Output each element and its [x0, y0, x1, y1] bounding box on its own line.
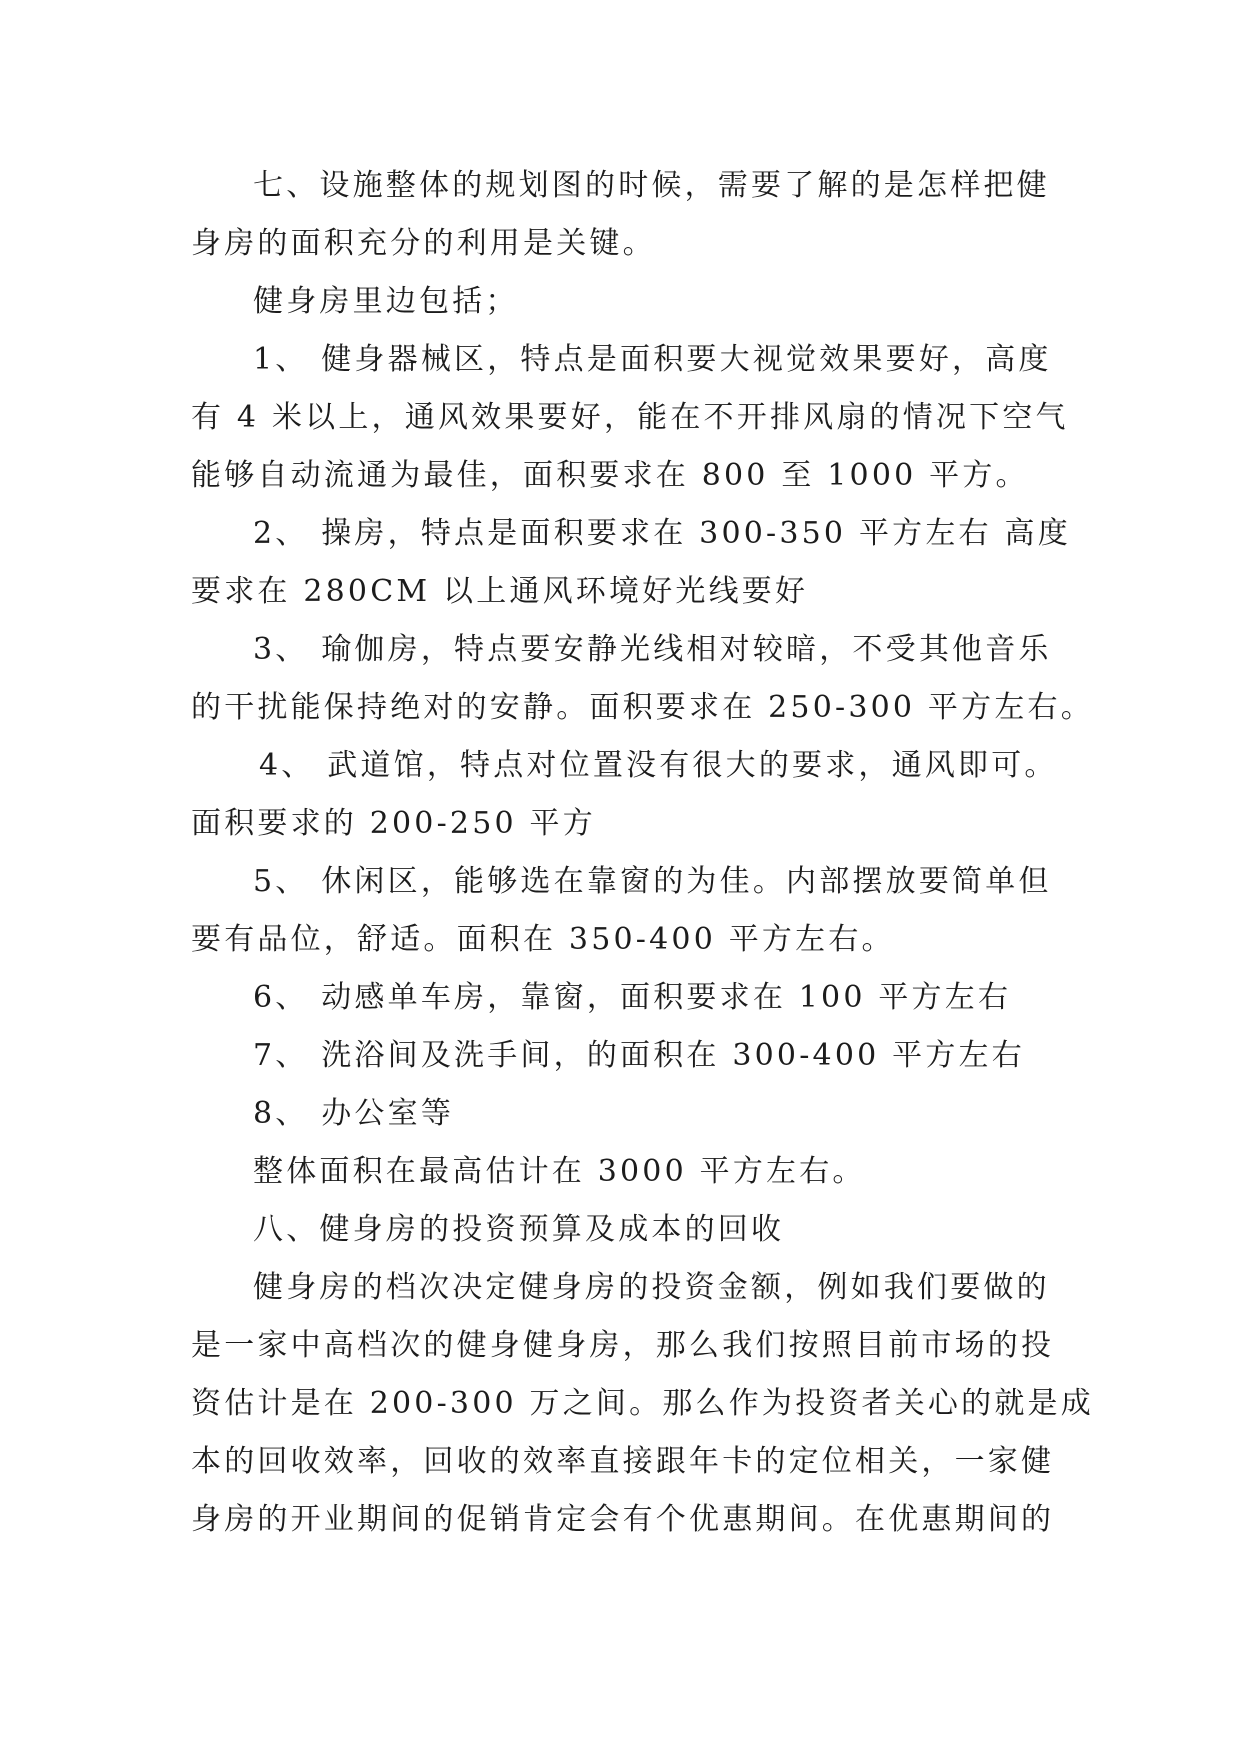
paragraph-line: 资估计是在 200-300 万之间。那么作为投资者关心的就是成: [191, 1386, 1094, 1421]
list-item-line: 面积要求的 200-250 平方: [191, 806, 596, 841]
paragraph-line: 整体面积在最高估计在 3000 平方左右。: [253, 1154, 866, 1189]
list-item-line: 5、 休闲区，能够选在靠窗的为佳。内部摆放要简单但: [253, 864, 1052, 899]
paragraph-line: 健身房里边包括；: [253, 284, 519, 319]
list-item-line: 要求在 280CM 以上通风环境好光线要好: [191, 574, 809, 609]
list-item-line: 有 4 米以上，通风效果要好，能在不开排风扇的情况下空气: [191, 400, 1069, 435]
list-item-line: 8、 办公室等: [253, 1096, 455, 1131]
list-item-line: 3、 瑜伽房，特点要安静光线相对较暗，不受其他音乐: [253, 632, 1052, 667]
list-item-line: 能够自动流通为最佳，面积要求在 800 至 1000 平方。: [191, 458, 1029, 493]
paragraph-line: 本的回收效率，回收的效率直接跟年卡的定位相关，一家健: [191, 1444, 1055, 1479]
paragraph-line: 身房的开业期间的促销肯定会有个优惠期间。在优惠期间的: [191, 1502, 1055, 1537]
list-item-line: 4、 武道馆，特点对位置没有很大的要求，通风即可。: [259, 748, 1058, 783]
list-item-line: 的干扰能保持绝对的安静。面积要求在 250-300 平方左右。: [191, 690, 1094, 725]
section-heading: 八、健身房的投资预算及成本的回收: [253, 1212, 785, 1247]
paragraph-line: 七、设施整体的规划图的时候，需要了解的是怎样把健: [253, 168, 1050, 203]
list-item-line: 2、 操房，特点是面积要求在 300-350 平方左右 高度: [253, 516, 1071, 551]
paragraph-line: 身房的面积充分的利用是关键。: [191, 226, 656, 261]
paragraph-line: 健身房的档次决定健身房的投资金额，例如我们要做的: [253, 1270, 1050, 1305]
list-item-line: 7、 洗浴间及洗手间，的面积在 300-400 平方左右: [253, 1038, 1025, 1073]
list-item-line: 1、 健身器械区，特点是面积要大视觉效果要好，高度: [253, 342, 1052, 377]
paragraph-line: 是一家中高档次的健身健身房，那么我们按照目前市场的投: [191, 1328, 1055, 1363]
list-item-line: 6、 动感单车房，靠窗，面积要求在 100 平方左右: [253, 980, 1012, 1015]
list-item-line: 要有品位，舒适。面积在 350-400 平方左右。: [191, 922, 895, 957]
